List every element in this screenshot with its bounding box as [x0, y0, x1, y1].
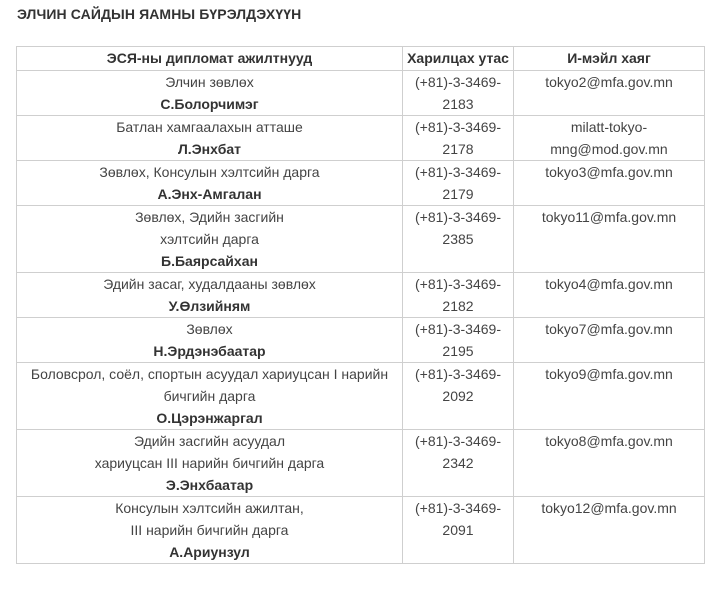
position-title: Эдийн засгийн асуудал	[133, 433, 286, 449]
phone-number-line: (+81)-3-3469-	[415, 164, 501, 180]
position-cell	[17, 206, 403, 273]
email-cell	[514, 497, 705, 564]
email-address: tokyo3@mfa.gov.mn	[545, 164, 673, 180]
diplomat-name: Л.Энхбат	[177, 141, 242, 157]
position-title: III нарийн бичгийн дарга	[130, 522, 289, 538]
position-cell	[17, 430, 403, 497]
email-cell	[514, 116, 705, 161]
phone-number-line: 2182	[442, 298, 474, 314]
position-title: Элчин зөвлөх	[165, 74, 254, 90]
diplomat-name: О.Цэрэнжаргал	[156, 410, 263, 426]
phone-number-line: (+81)-3-3469-	[415, 500, 501, 516]
phone-number-line: 2195	[442, 343, 474, 359]
phone-number-line: 2385	[442, 231, 474, 247]
table-row	[17, 430, 705, 497]
header-diplomats: ЭСЯ-ны дипломат ажилтнууд	[17, 47, 403, 71]
email-address: tokyo7@mfa.gov.mn	[545, 321, 673, 337]
position-title: Батлан хамгаалахын атташе	[116, 119, 303, 135]
position-title: Эдийн засаг, худалдааны зөвлөх	[103, 276, 316, 292]
phone-number-line: (+81)-3-3469-	[415, 209, 501, 225]
header-email: И-мэйл хаяг	[514, 47, 705, 71]
header-phone: Харилцах утас	[403, 47, 514, 71]
phone-number-line: (+81)-3-3469-	[415, 433, 501, 449]
position-title: Консулын хэлтсийн ажилтан,	[115, 500, 304, 516]
email-address: milatt-tokyo-	[570, 119, 648, 135]
table-row	[17, 206, 705, 273]
table-row	[17, 318, 705, 363]
email-address: tokyo12@mfa.gov.mn	[541, 500, 677, 516]
phone-number-line: (+81)-3-3469-	[415, 321, 501, 337]
position-cell	[17, 497, 403, 564]
table-body	[17, 71, 705, 564]
position-cell	[17, 318, 403, 363]
email-address: tokyo2@mfa.gov.mn	[545, 74, 673, 90]
phone-cell	[403, 430, 514, 497]
email-cell	[514, 206, 705, 273]
phone-number-line: (+81)-3-3469-	[415, 119, 501, 135]
position-title: хэлтсийн дарга	[160, 231, 259, 247]
phone-number-line: 2178	[442, 141, 474, 157]
staff-table	[16, 46, 705, 564]
position-title: Зөвлөх	[186, 321, 233, 337]
position-title: Боловсрол, соёл, спортын асуудал хариуцсан I нарийн	[30, 366, 389, 382]
table-row	[17, 273, 705, 318]
phone-cell	[403, 161, 514, 206]
table-row	[17, 161, 705, 206]
email-address: tokyo4@mfa.gov.mn	[545, 276, 673, 292]
table-row	[17, 363, 705, 430]
position-cell	[17, 363, 403, 430]
phone-number-line: (+81)-3-3469-	[415, 74, 501, 90]
page-title: ЭЛЧИН САЙДЫН ЯАМНЫ БҮРЭЛДЭХҮҮН	[17, 6, 302, 22]
position-cell	[17, 273, 403, 318]
phone-cell	[403, 71, 514, 116]
position-title: хариуцсан III нарийн бичгийн дарга	[94, 455, 325, 471]
position-cell	[17, 116, 403, 161]
diplomat-name: У.Өлзийням	[168, 298, 251, 314]
phone-number-line: 2183	[442, 96, 474, 112]
diplomat-name: С.Болорчимэг	[160, 96, 259, 112]
position-cell	[17, 161, 403, 206]
phone-cell	[403, 318, 514, 363]
position-title: Зөвлөх, Эдийн засгийн	[135, 209, 284, 225]
diplomat-name: Б.Баярсайхан	[161, 253, 258, 269]
diplomat-name: А.Ариунзул	[169, 544, 250, 560]
phone-cell	[403, 206, 514, 273]
email-cell	[514, 430, 705, 497]
position-title: Зөвлөх, Консулын хэлтсийн дарга	[99, 164, 320, 180]
phone-cell	[403, 363, 514, 430]
email-address: tokyo9@mfa.gov.mn	[545, 366, 673, 382]
table-row	[17, 71, 705, 116]
phone-number-line: 2179	[442, 186, 474, 202]
phone-number-line: (+81)-3-3469-	[415, 276, 501, 292]
phone-cell	[403, 273, 514, 318]
email-address: tokyo8@mfa.gov.mn	[545, 433, 673, 449]
phone-number-line: 2091	[442, 522, 474, 538]
diplomat-name: А.Энх-Амгалан	[157, 186, 262, 202]
table-header-row	[17, 47, 705, 71]
position-cell	[17, 71, 403, 116]
email-cell	[514, 363, 705, 430]
diplomat-name: Э.Энхбаатар	[165, 477, 254, 493]
email-cell	[514, 273, 705, 318]
phone-cell	[403, 116, 514, 161]
phone-cell	[403, 497, 514, 564]
email-cell	[514, 161, 705, 206]
phone-number-line: 2342	[442, 455, 474, 471]
phone-number-line: 2092	[442, 388, 474, 404]
email-cell	[514, 71, 705, 116]
email-cell	[514, 318, 705, 363]
phone-number-line: (+81)-3-3469-	[415, 366, 501, 382]
table-row	[17, 497, 705, 564]
table-row	[17, 116, 705, 161]
email-address: mng@mod.gov.mn	[550, 141, 668, 157]
email-address: tokyo11@mfa.gov.mn	[541, 209, 677, 225]
diplomat-name: Н.Эрдэнэбаатар	[153, 343, 266, 359]
position-title: бичгийн дарга	[163, 388, 256, 404]
